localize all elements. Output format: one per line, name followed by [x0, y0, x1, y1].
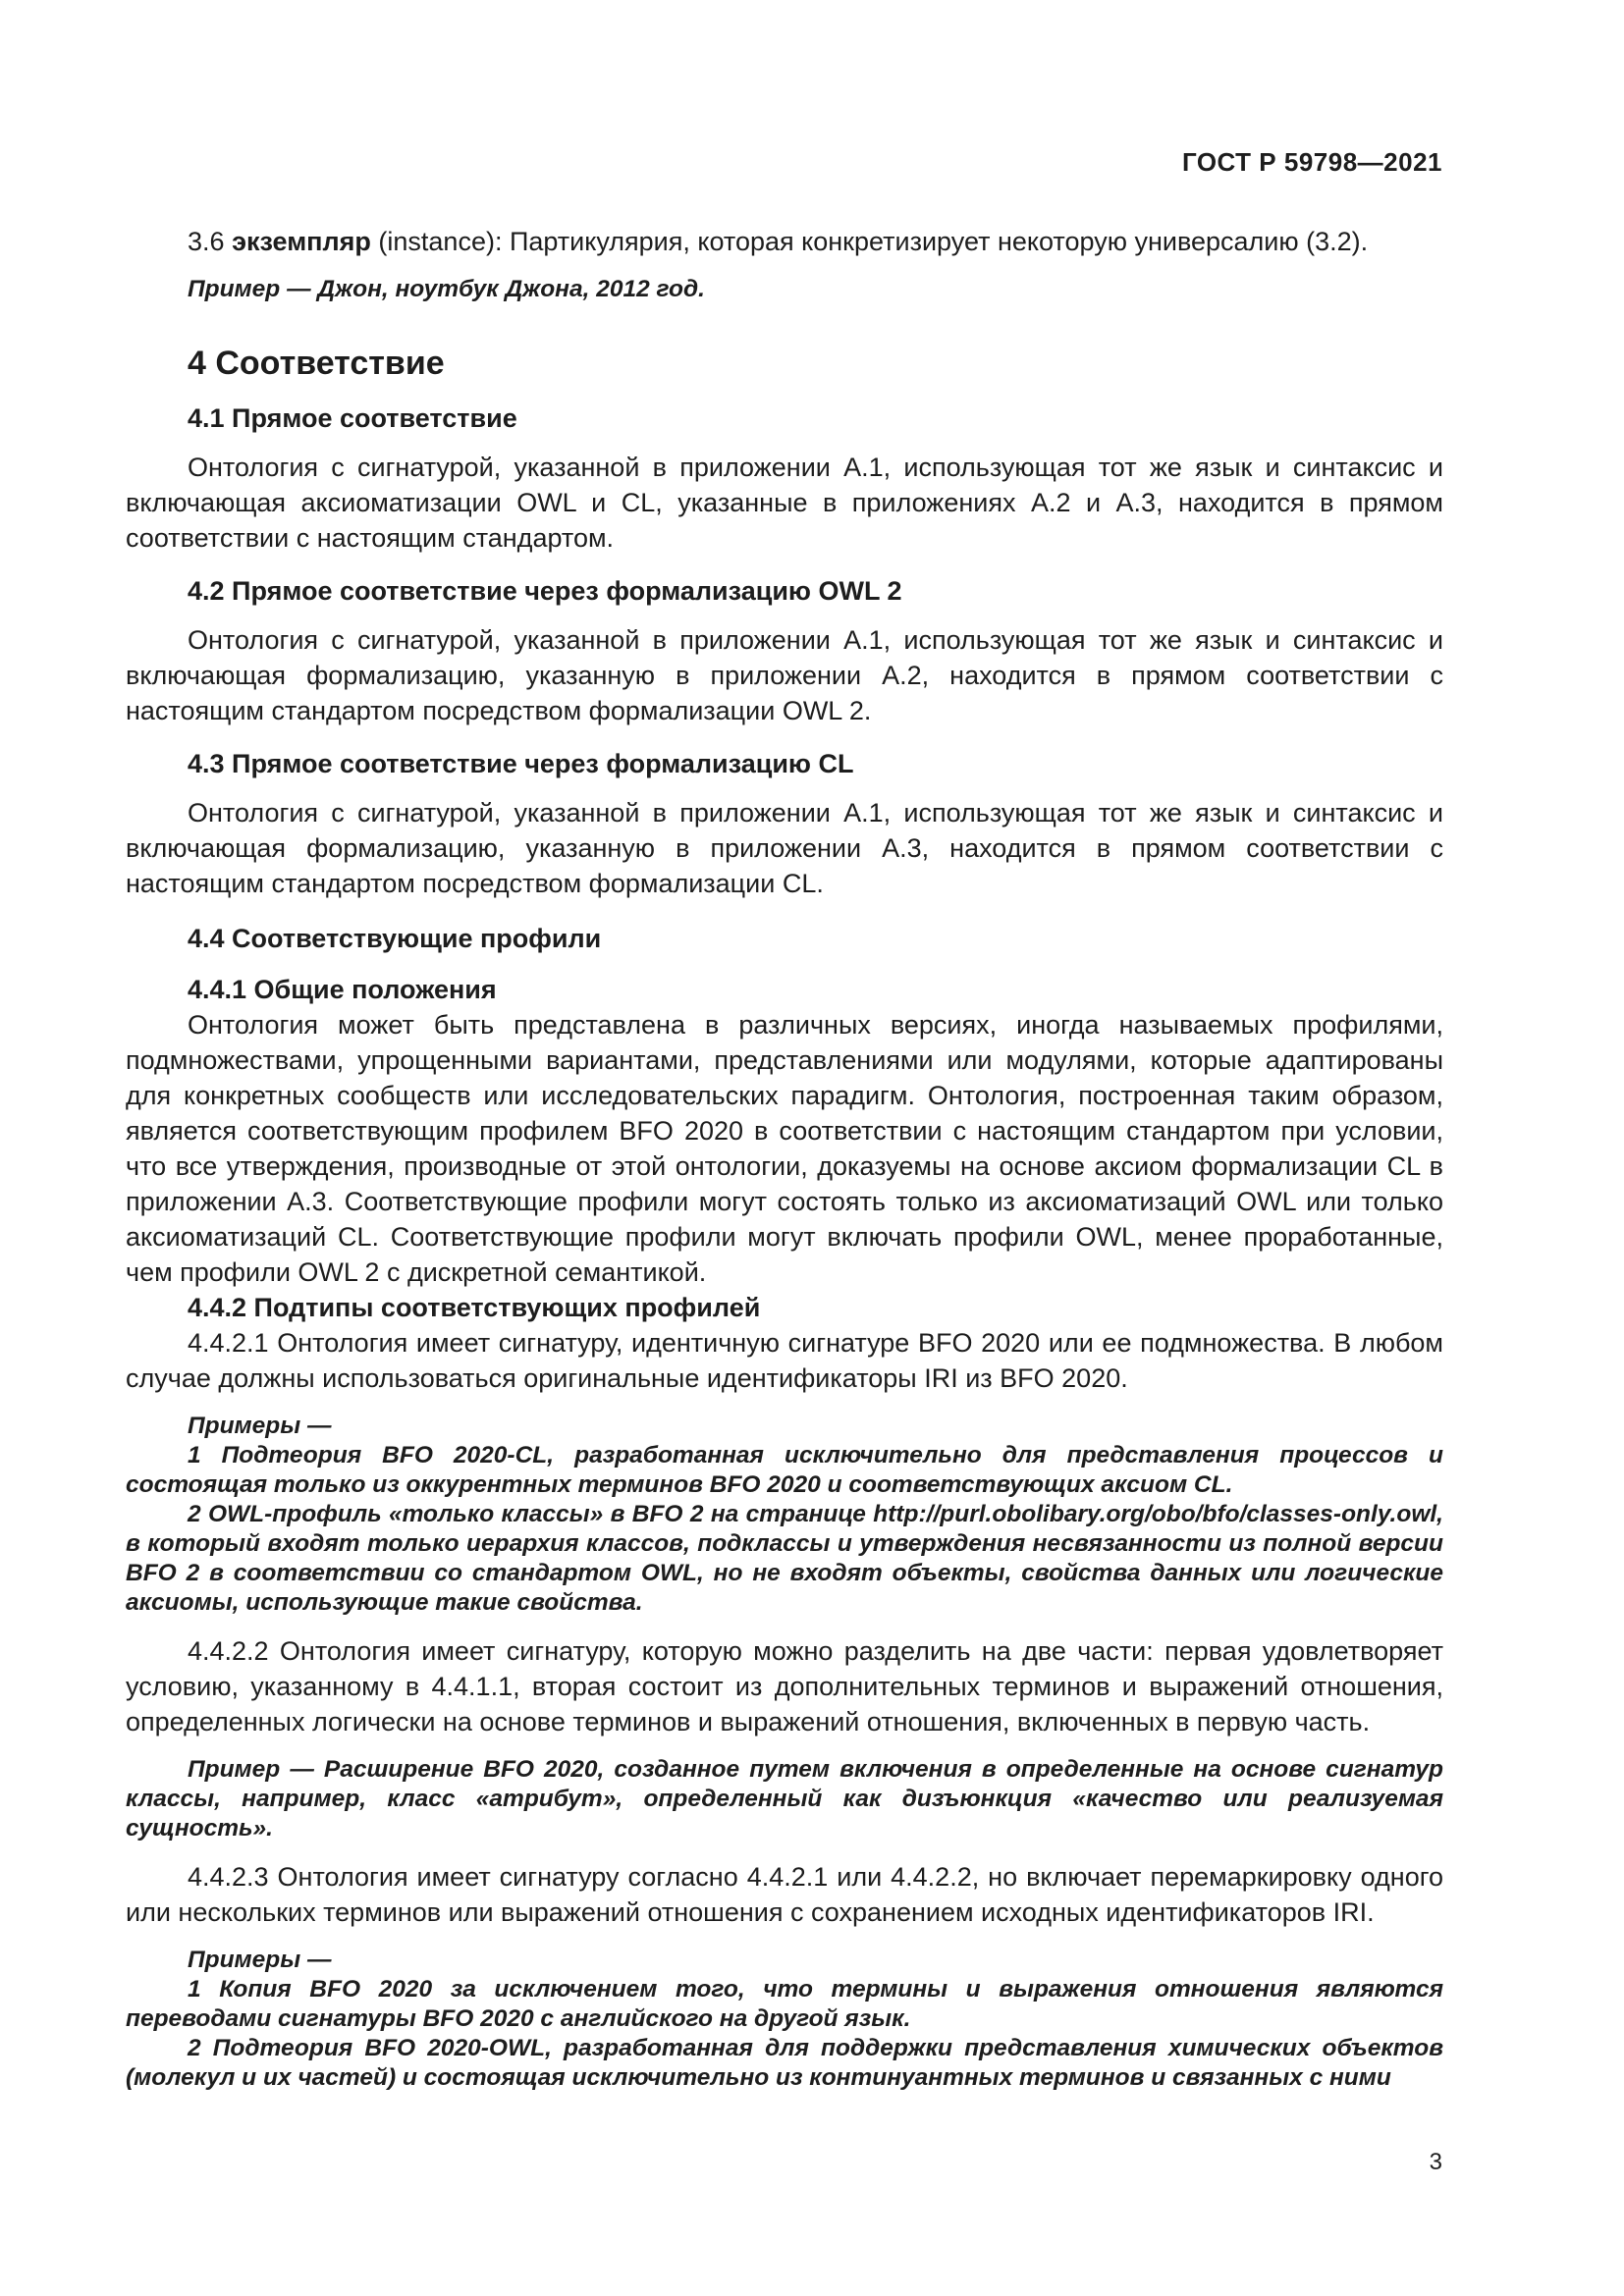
definition-number: 3.6 — [188, 227, 225, 256]
section-4-4-1-title: 4.4.1 Общие положения — [188, 975, 497, 1004]
section-4-4-2-3-text: 4.4.2.3 Онтология имеет сигнатуру согласно 4.4.2.1 или 4.4.2.2, но включает перемаркировку одного или нескольких терминов или выражений отношения с сохранением исходных идентификаторов IRI. — [126, 1862, 1443, 1927]
document-code: ГОСТ Р 59798—2021 — [1181, 147, 1442, 177]
section-4-3-title: 4.3 Прямое соответствие через формализацию CL — [188, 749, 854, 778]
section-4-4-title: 4.4 Соответствующие профили — [188, 924, 602, 953]
section-4-1-text: Онтология с сигнатурой, указанной в приложении А.1, использующая тот же язык и синтаксис и включающая аксиоматизации OWL и CL, указанные в приложениях А.2 и А.3, находится в прямом соответствии с настоящим стандартом. — [126, 453, 1443, 553]
definition-example: Пример — Джон, ноутбук Джона, 2012 год. — [188, 276, 705, 302]
examples-3-item-2: 2 Подтеория BFO 2020-OWL, разработанная для поддержки представления химических объектов (молекул и их частей) и состоящая исключительно из континуантных терминов и связанных с ними — [126, 2035, 1443, 2091]
examples-1-item-1: 1 Подтеория BFO 2020-CL, разработанная исключительно для представления процессов и состоящая только из оккурентных терминов BFO 2020 и соответствующих аксиом CL. — [126, 1442, 1443, 1498]
section-4-4-2-2-text: 4.4.2.2 Онтология имеет сигнатуру, которую можно разделить на две части: первая удовлетворяет условию, указанному в 4.4.1.1, вторая состоит из дополнительных терминов и выражений отношения, определенных логически на основе терминов и выражений отношения, включенных в первую часть. — [126, 1636, 1443, 1736]
definition-text: (instance): Партикулярия, которая конкретизирует некоторую универсалию (3.2). — [370, 227, 1369, 256]
examples-1-title: Примеры — — [188, 1413, 332, 1439]
examples-3-item-1: 1 Копия BFO 2020 за исключением того, что термины и выражения отношения являются переводами сигнатуры BFO 2020 с английского на другой язык. — [126, 1976, 1443, 2032]
examples-3-title: Примеры — — [188, 1947, 332, 1973]
section-4-4-2-title: 4.4.2 Подтипы соответствующих профилей — [188, 1293, 761, 1322]
section-4-title: 4 Соответствие — [188, 345, 445, 382]
page-body — [126, 224, 1443, 2093]
example-2: Пример — Расширение BFO 2020, созданное путем включения в определенные на основе сигнатур классы, например, класс «атрибут», определенный как дизъюнкция «качество или реализуемая сущность». — [126, 1756, 1443, 1842]
section-4-2-title: 4.2 Прямое соответствие через формализацию OWL 2 — [188, 576, 902, 606]
section-4-4-2-1-text: 4.4.2.1 Онтология имеет сигнатуру, идентичную сигнатуре BFO 2020 или ее подмножества. В любом случае должны использоваться оригинальные идентификаторы IRI из BFO 2020. — [126, 1328, 1443, 1393]
section-4-4-1-text: Онтология может быть представлена в различных версиях, иногда называемых профилями, подмножествами, упрощенными вариантами, представлениями или модулями, которые адаптированы для конкретных сообществ или исследовательских парадигм. Онтология, построенная таким образом, является соответствующим профилем BFO 2020 в соответствии с настоящим стандартом при условии, что все утверждения, производные от этой онтологии, доказуемы на основе аксиом формализации CL в приложении А.3. Соответствующие профили могут состоять только из аксиоматизаций OWL или только аксиоматизаций CL. Соответствующие профили могут включать профили OWL, менее проработанные, чем профили OWL 2 с дискретной семантикой. — [126, 1010, 1443, 1287]
definition-3-6 — [126, 224, 1443, 259]
section-4-1-title: 4.1 Прямое соответствие — [188, 403, 517, 433]
section-4-3-text: Онтология с сигнатурой, указанной в приложении А.1, использующая тот же язык и синтаксис и включающая формализацию, указанную в приложении А.3, находится в прямом соответствии с настоящим стандартом посредством формализации CL. — [126, 798, 1443, 898]
page-number: 3 — [1429, 2149, 1442, 2175]
definition-term: экземпляр — [232, 227, 371, 256]
examples-1-item-2: 2 OWL-профиль «только классы» в BFO 2 на странице http://purl.obolibary.org/obo/bfo/classes-only.owl, в который входят только иерархия классов, подклассы и утверждения несвязанности из полной версии BFO 2 в соответствии со стандартом OWL, но не входят объекты, свойства данных или логические аксиомы, использующие такие свойства. — [126, 1501, 1443, 1616]
section-4-2-text: Онтология с сигнатурой, указанной в приложении А.1, использующая тот же язык и синтаксис и включающая формализацию, указанную в приложении А.2, находится в прямом соответствии с настоящим стандартом посредством формализации OWL 2. — [126, 625, 1443, 725]
